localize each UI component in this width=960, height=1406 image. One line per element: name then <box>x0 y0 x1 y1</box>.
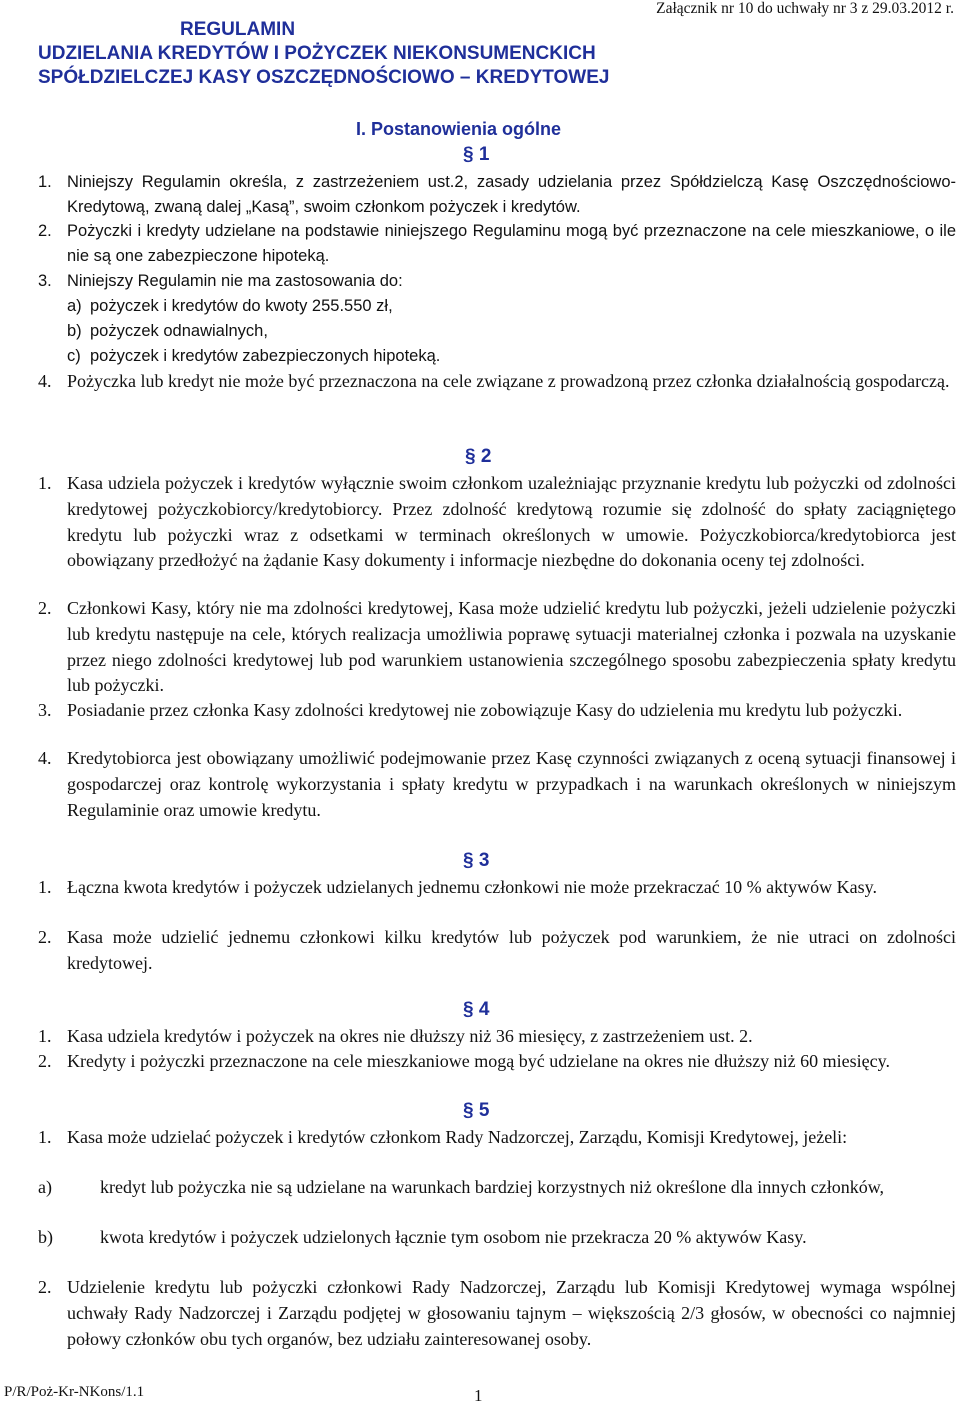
section-5-item-1 <box>38 1125 956 1177</box>
title-line-3: SPÓŁDZIELCZEJ KASY OSZCZĘDNOŚCIOWO – KREDYTOWEJ <box>38 67 610 88</box>
section-1-item-4 <box>38 369 956 421</box>
section-1-subitem-c <box>67 344 947 369</box>
item-text: Kredytobiorca jest obowiązany umożliwić podejmowanie przez Kasę czynności związanych z oceną sytuacji finansowej i gospodarczej oraz kontrolę wykorzystania i spłaty kredytu w przypadkach i na warunkach określonych w niniejszym Regulaminie oraz umowie kredytu. <box>67 748 956 820</box>
item-text: Kasa może udzielić jednemu członkowi kilku kredytów lub pożyczek pod warunkiem, że nie utraci on zdolności kredytowej. <box>67 927 956 973</box>
section-5-subitem-a <box>38 1175 956 1227</box>
section-2-item-2 <box>38 596 956 700</box>
item-number: 2. <box>38 598 52 618</box>
item-text: Niniejszy Regulamin nie ma zastosowania do: <box>67 272 403 290</box>
item-number: 1. <box>38 1127 52 1147</box>
section-1-item-1 <box>38 170 956 220</box>
section-4-label: § 4 <box>463 999 490 1020</box>
item-number: 3. <box>38 272 52 290</box>
item-number: 1. <box>38 173 52 191</box>
title-line-2: UDZIELANIA KREDYTÓW I POŻYCZEK NIEKONSUMENCKICH <box>38 43 596 64</box>
item-text: pożyczek odnawialnych, <box>90 322 268 340</box>
item-text: Członkowi Kasy, który nie ma zdolności kredytowej, Kasa może udzielić kredytu lub pożyczki, jeżeli udzielenie pożyczki lub kredytu następuje na cele, których realizacja umożliwia poprawę sytuacji materialnej członka i pozwala na uzyskanie przez niego zdolności kredytowej lub pod warunkiem ustanowienia szczególnego sposobu zabezpieczenia spłaty kredytu lub pożyczki. <box>67 598 956 696</box>
item-text: Niniejszy Regulamin określa, z zastrzeżeniem ust.2, zasady udzielania przez Spółdzielczą Kasę Oszczędnościowo-Kredytową, zwaną dalej „Kasą”, swoim członkom pożyczek i kredytów. <box>67 173 956 216</box>
section-1-label: § 1 <box>463 144 490 165</box>
item-number: c) <box>67 347 81 365</box>
section-4-item-2 <box>38 1049 956 1101</box>
item-text: Łączna kwota kredytów i pożyczek udzielanych jednemu członkowi nie może przekraczać 10 % aktywów Kasy. <box>67 877 877 897</box>
item-text: kredyt lub pożyczka nie są udzielane na warunkach bardziej korzystnych niż określone dla innych członków, <box>100 1177 885 1197</box>
item-number: b) <box>38 1227 53 1247</box>
section-5-item-2 <box>38 1275 956 1379</box>
section-1-subitem-b <box>67 319 947 344</box>
section-3-item-1 <box>38 875 956 927</box>
section-5-label: § 5 <box>463 1100 490 1121</box>
section-2-item-4 <box>38 746 956 824</box>
chapter-heading: I. Postanowienia ogólne <box>356 119 562 139</box>
item-number: 4. <box>38 748 52 768</box>
item-text: Posiadanie przez członka Kasy zdolności kredytowej nie zobowiązuje Kasy do udzielenia mu kredytu lub pożyczki. <box>67 700 903 720</box>
item-text: Kasa może udzielać pożyczek i kredytów członkom Rady Nadzorczej, Zarządu, Komisji Kredytowej, jeżeli: <box>67 1127 848 1147</box>
item-text: Kasa udziela pożyczek i kredytów wyłącznie swoim członkom uzależniając przyznanie kredytu lub pożyczki od zdolności kredytowej pożyczkobiorcy/kredytobiorcy. Przez zdolność kredytową rozumie się zdolność do spłaty zaciągniętego kredytu lub pożyczki wraz z odsetkami w terminach określonych w umowie. Pożyczkobiorca/kredytobiorca jest obowiązany przedłożyć na żądanie Kasy dokumenty i informacje niezbędne do dokonania oceny tej zdolności. <box>67 473 956 571</box>
section-4-item-1 <box>38 1024 956 1050</box>
item-number: 2. <box>38 222 52 240</box>
section-3-item-2 <box>38 925 956 977</box>
section-5-subitem-b <box>38 1225 956 1277</box>
item-text: Pożyczki i kredyty udzielane na podstawie niniejszego Regulaminu mogą być przeznaczone na cele mieszkaniowe, o ile nie są one zabezpieczone hipoteką. <box>67 222 956 265</box>
page-number: 1 <box>474 1386 483 1405</box>
item-number: 1. <box>38 877 52 897</box>
item-text: Kredyty i pożyczki przeznaczone na cele mieszkaniowe mogą być udzielane na okres nie dłuższy niż 60 miesięcy. <box>67 1051 890 1071</box>
item-number: 2. <box>38 927 52 947</box>
item-text: pożyczek i kredytów do kwoty 255.550 zł, <box>90 297 393 315</box>
section-2-item-3 <box>38 698 956 750</box>
item-number: b) <box>67 322 82 340</box>
item-text: Pożyczka lub kredyt nie może być przeznaczona na cele związane z prowadzoną przez członka działalnością gospodarczą. <box>67 371 950 391</box>
annex-note: Załącznik nr 10 do uchwały nr 3 z 29.03.2012 r. <box>656 0 954 17</box>
item-number: 2. <box>38 1277 52 1297</box>
section-2-item-1 <box>38 471 956 601</box>
item-number: 1. <box>38 1026 52 1046</box>
item-number: 4. <box>38 371 52 391</box>
section-1-subitem-a <box>67 294 947 319</box>
item-number: a) <box>38 1177 52 1197</box>
title-line-1: REGULAMIN <box>180 19 296 40</box>
item-text: kwota kredytów i pożyczek udzielonych łącznie tym osobom nie przekracza 20 % aktywów Kasy. <box>100 1227 807 1247</box>
item-text: Udzielenie kredytu lub pożyczki członkowi Rady Nadzorczej, Zarządu lub Komisji Kredytowej wymaga wspólnej uchwały Rady Nadzorczej i Zarządu podjętej w głosowaniu tajnym – większością 2/3 głosów, w obecności co najmniej połowy członków obu tych organów, bez udziału zainteresowanej osoby. <box>67 1277 956 1349</box>
document-code: P/R/Poż-Kr-NKons/1.1 <box>4 1384 145 1400</box>
item-text: Kasa udziela kredytów i pożyczek na okres nie dłuższy niż 36 miesięcy, z zastrzeżeniem ust. 2. <box>67 1026 753 1046</box>
section-3-label: § 3 <box>463 850 490 871</box>
section-2-label: § 2 <box>465 446 492 467</box>
item-number: 2. <box>38 1051 52 1071</box>
item-text: pożyczek i kredytów zabezpieczonych hipoteką. <box>90 347 441 365</box>
section-1-item-2 <box>38 219 956 269</box>
item-number: 3. <box>38 700 52 720</box>
section-1-item-3 <box>38 269 956 294</box>
item-number: a) <box>67 297 82 315</box>
item-number: 1. <box>38 473 52 493</box>
